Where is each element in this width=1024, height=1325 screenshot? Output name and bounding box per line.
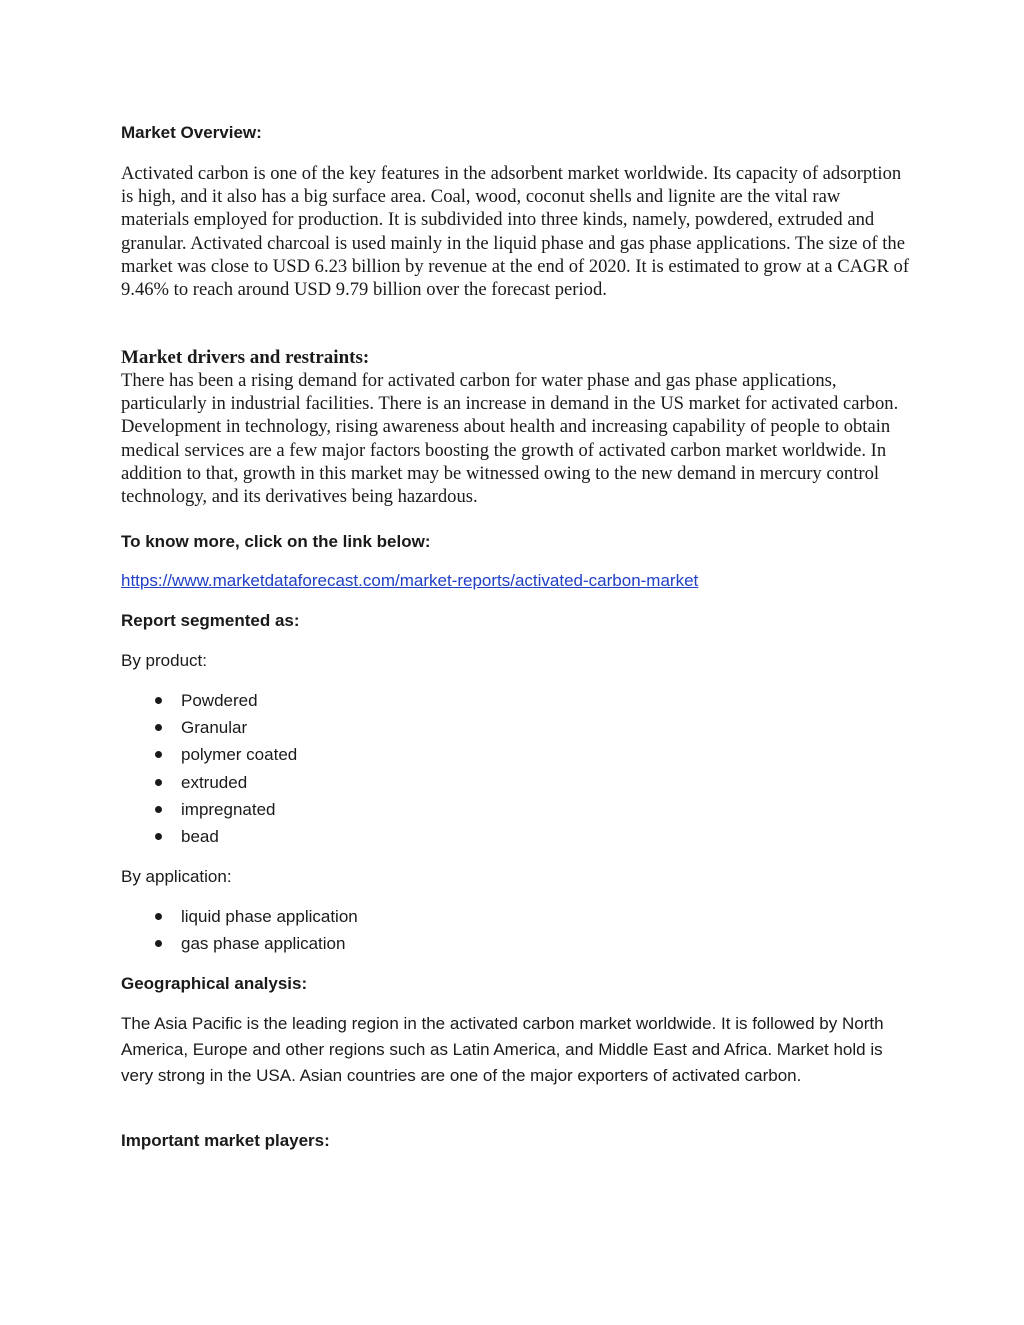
market-overview-paragraph: Activated carbon is one of the key features in the adsorbent market worldwide. Its capacity of adsorption is high, and it also has a big surface area. Coal, wood, coconut shells and lignite are the vital raw materials employed for production. It is subdivided into three kinds, namely, powdered, extruded and granular. Activated charcoal is used mainly in the liquid phase and gas phase applications. The size of the market was close to USD 6.23 billion by revenue at the end of 2020. It is estimated to grow at a CAGR of 9.46% to reach around USD 9.79 billion over the forecast period.	[121, 163, 910, 301]
product-item-label: extruded	[181, 772, 248, 792]
list-item	[121, 714, 297, 741]
list-item	[121, 796, 297, 823]
market-overview-heading: Market Overview:	[121, 123, 262, 142]
list-item	[121, 903, 358, 930]
bullet-icon	[155, 806, 162, 813]
bullet-icon	[155, 697, 162, 704]
by-product-label: By product:	[121, 651, 207, 670]
application-item-label: gas phase application	[181, 934, 346, 954]
list-item	[121, 823, 297, 850]
bullet-icon	[155, 751, 162, 758]
application-list	[121, 903, 358, 957]
bullet-icon	[155, 779, 162, 786]
by-application-label: By application:	[121, 867, 232, 886]
application-item-label: liquid phase application	[181, 907, 358, 926]
geographical-analysis-heading: Geographical analysis:	[121, 974, 308, 993]
geographical-analysis-paragraph: The Asia Pacific is the leading region in the activated carbon market worldwide. It is followed by North America, Europe and other regions such as Latin America, and Middle East and Africa. Market hold is very strong in the USA. Asian countries are one of the major exporters of activated carbon.	[121, 1014, 884, 1085]
list-item	[121, 769, 297, 796]
report-link[interactable]: https://www.marketdataforecast.com/market-reports/activated-carbon-market	[121, 571, 699, 590]
product-item-label: Powdered	[181, 691, 258, 710]
product-item-label: impregnated	[181, 799, 276, 819]
bullet-icon	[155, 833, 162, 840]
market-players-heading: Important market players:	[121, 1131, 330, 1150]
bullet-icon	[155, 913, 162, 920]
market-drivers-paragraph: There has been a rising demand for activated carbon for water phase and gas phase applications, particularly in industrial facilities. There is an increase in demand in the US market for activated carbon. Development in technology, rising awareness about health and increasing capability of people to obtain medical services are a few major factors boosting the growth of activated carbon market worldwide. In addition to that, growth in this market may be witnessed owing to the new demand in mercury control technology, and its derivatives being hazardous.	[121, 370, 899, 508]
know-more-heading: To know more, click on the link below:	[121, 532, 431, 551]
market-drivers-heading: Market drivers and restraints:	[121, 347, 370, 368]
list-item	[121, 930, 358, 957]
product-item-label: Granular	[181, 718, 248, 738]
product-item-label: polymer coated	[181, 745, 298, 765]
bullet-icon	[155, 724, 162, 731]
report-segmented-heading: Report segmented as:	[121, 611, 300, 630]
product-item-label: bead	[181, 826, 219, 846]
product-list	[121, 687, 297, 850]
bullet-icon	[155, 940, 162, 947]
list-item	[121, 687, 297, 714]
list-item	[121, 741, 297, 768]
